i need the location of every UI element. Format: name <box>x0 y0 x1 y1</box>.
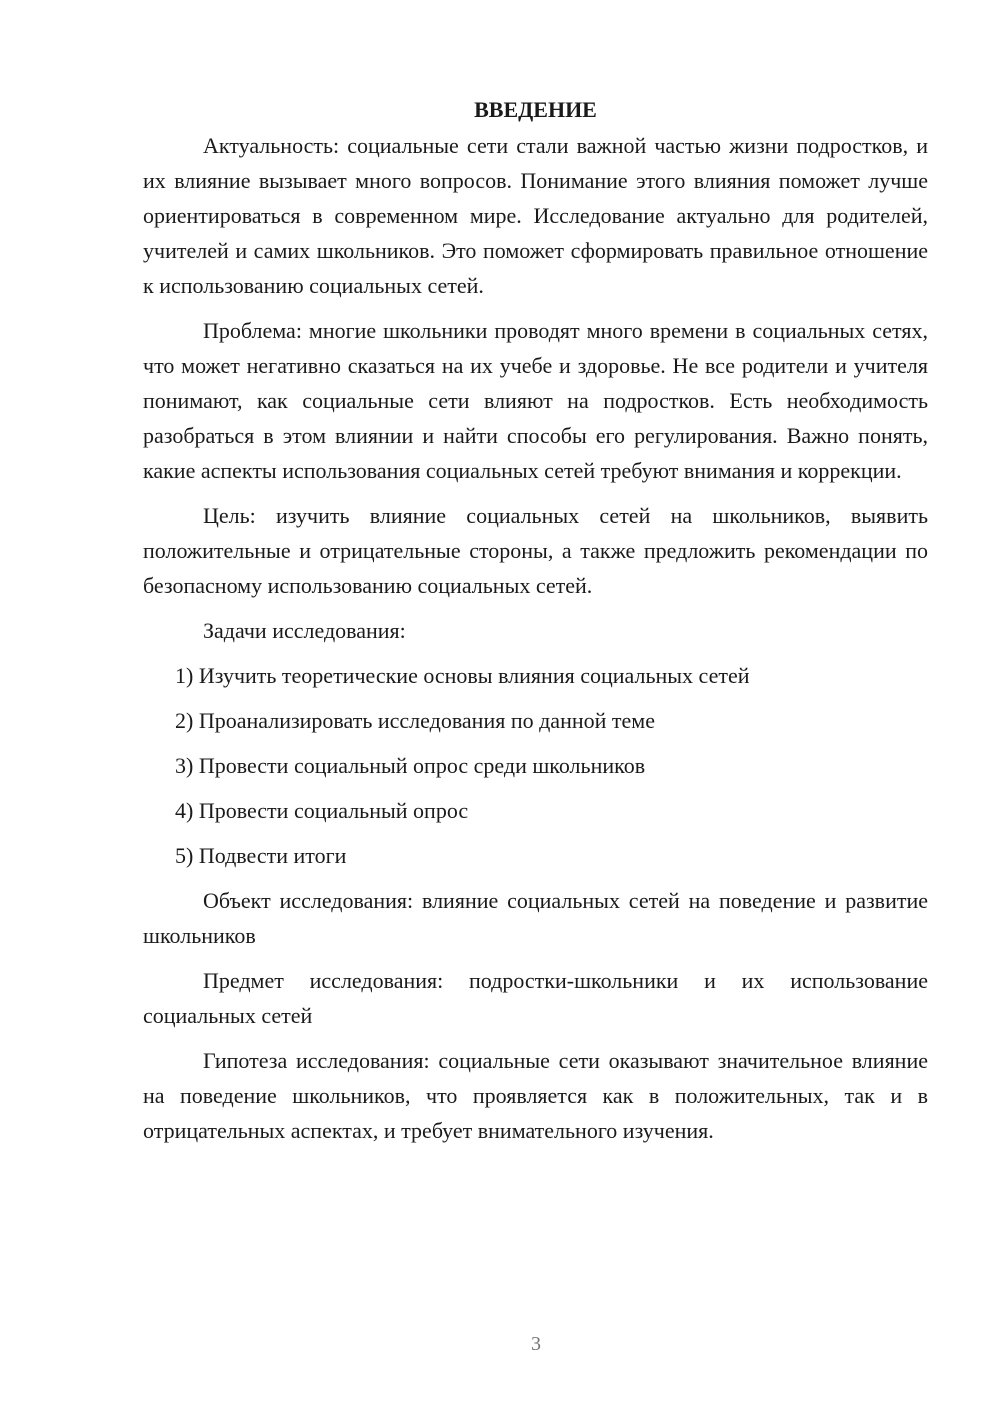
hypothesis-paragraph: Гипотеза исследования: социальные сети оказывают значительное влияние на поведение школьников, что проявляется как в положительных, так и в отрицательных аспектах, и требует внимательного изучения. <box>143 1048 928 1143</box>
task-item: 3) Провести социальный опрос среди школьников <box>175 753 646 778</box>
document-page <box>143 92 928 1158</box>
page-number: 3 <box>531 1333 541 1355</box>
goal-paragraph: Цель: изучить влияние социальных сетей на школьников, выявить положительные и отрицательные стороны, а также предложить рекомендации по безопасному использованию социальных сетей. <box>143 503 928 598</box>
task-item: 4) Провести социальный опрос <box>175 798 469 823</box>
task-item: 1) Изучить теоретические основы влияния социальных сетей <box>175 663 750 688</box>
task-item: 5) Подвести итоги <box>175 843 347 868</box>
relevance-paragraph: Актуальность: социальные сети стали важной частью жизни подростков, и их влияние вызывает много вопросов. Понимание этого влияния поможет лучше ориентироваться в современном мире. Исследование актуально для родителей, учителей и самих школьников. Это поможет сформировать правильное отношение к использованию социальных сетей. <box>143 133 928 298</box>
task-item: 2) Проанализировать исследования по данной теме <box>175 708 655 733</box>
tasks-list <box>143 658 928 873</box>
object-paragraph: Объект исследования: влияние социальных сетей на поведение и развитие школьников <box>143 888 928 948</box>
tasks-heading: Задачи исследования: <box>203 618 406 643</box>
subject-paragraph: Предмет исследования: подростки-школьники и их использование социальных сетей <box>143 968 928 1028</box>
problem-paragraph: Проблема: многие школьники проводят много времени в социальных сетях, что может негативно сказаться на их учебе и здоровье. Не все родители и учителя понимают, как социальные сети влияют на подростков. Есть необходимость разобраться в этом влиянии и найти способы его регулирования. Важно понять, какие аспекты использования социальных сетей требуют внимания и коррекции. <box>143 318 928 483</box>
page-title: ВВЕДЕНИЕ <box>474 97 597 122</box>
